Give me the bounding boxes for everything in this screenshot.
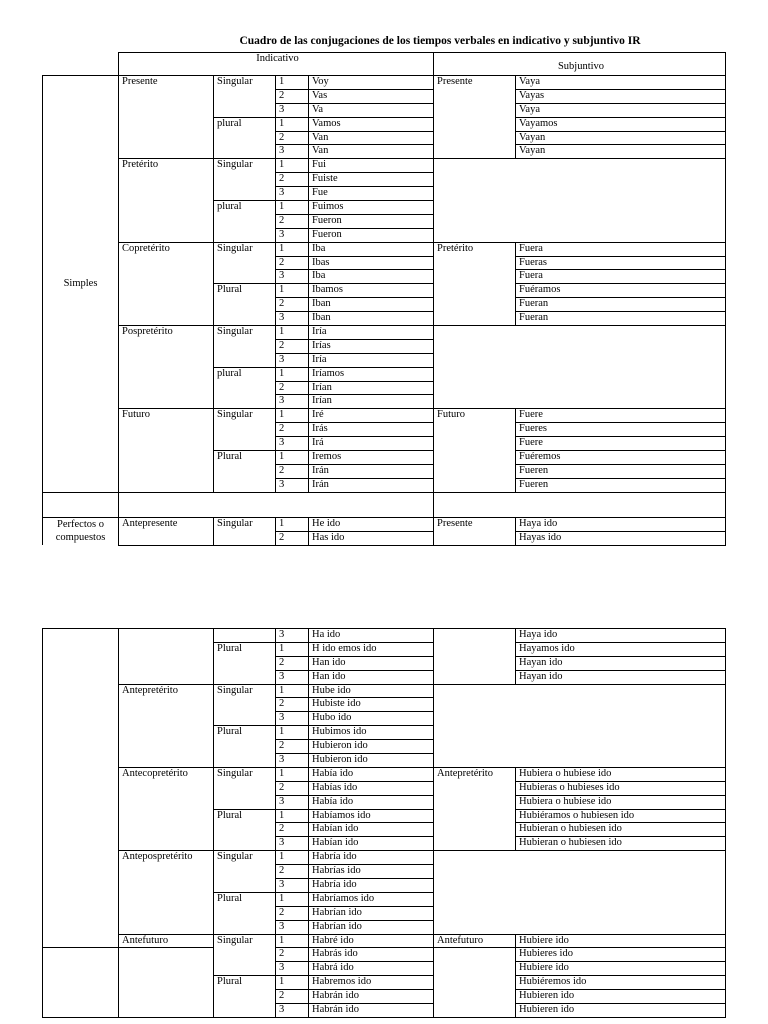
empty-subjunctive xyxy=(434,851,726,934)
subjunctive-form: Hubiéremos ido xyxy=(516,976,726,990)
person-number: 1 xyxy=(276,159,309,173)
indicative-form: Habría ido xyxy=(309,879,434,893)
subjunctive-form: Fuere xyxy=(516,437,726,451)
person-number: 3 xyxy=(276,103,309,117)
person-number: 3 xyxy=(276,145,309,159)
person-number: 2 xyxy=(276,339,309,353)
person-number: 2 xyxy=(276,256,309,270)
subjunctive-tense-label: Presente xyxy=(434,76,516,159)
spacer-cell xyxy=(434,492,726,517)
table-row xyxy=(43,517,726,531)
subjunctive-form: Hubieras o hubieses ido xyxy=(516,781,726,795)
person-number: 2 xyxy=(276,865,309,879)
person-number: 2 xyxy=(276,214,309,228)
subjunctive-tense-label: Antepretérito xyxy=(434,767,516,850)
tense-label: Presente xyxy=(119,76,214,159)
indicative-form: Voy xyxy=(309,76,434,90)
indicative-form: Habré ido xyxy=(309,934,434,948)
person-number: 3 xyxy=(276,670,309,684)
subjunctive-form: Hayan ido xyxy=(516,670,726,684)
subjunctive-form: Fueran xyxy=(516,312,726,326)
person-number: 1 xyxy=(276,684,309,698)
subjunctive-form: Vaya xyxy=(516,76,726,90)
indicative-form: Irían xyxy=(309,395,434,409)
subjunctive-form: Hubieres ido xyxy=(516,948,726,962)
subjunctive-form: Hubiere ido xyxy=(516,934,726,948)
subjunctive-form: Hayan ido xyxy=(516,656,726,670)
number-label: Singular xyxy=(214,242,276,284)
header-row xyxy=(43,53,726,76)
person-number: 1 xyxy=(276,451,309,465)
indicative-form: Van xyxy=(309,145,434,159)
conjugation-table-part2 xyxy=(42,628,726,1018)
person-number: 3 xyxy=(276,629,309,643)
indicative-form: Iremos xyxy=(309,451,434,465)
indicative-form: Fuimos xyxy=(309,201,434,215)
person-number: 1 xyxy=(276,326,309,340)
spacer-cell xyxy=(43,492,119,517)
number-label: Plural xyxy=(214,726,276,768)
indicative-form: Fueron xyxy=(309,214,434,228)
subjunctive-form: Hubiere ido xyxy=(516,962,726,976)
indicative-form: Irás xyxy=(309,423,434,437)
number-label: Plural xyxy=(214,809,276,851)
person-number: 2 xyxy=(276,464,309,478)
subjunctive-header: Subjuntivo xyxy=(434,53,726,76)
tense-label: Pospretérito xyxy=(119,326,214,409)
tense-label: Antepresente xyxy=(119,517,214,545)
person-number: 2 xyxy=(276,740,309,754)
indicative-form: Hubieron ido xyxy=(309,754,434,768)
indicative-form: H ido emos ido xyxy=(309,642,434,656)
number-label: Singular xyxy=(214,159,276,201)
indicative-form: Hube ido xyxy=(309,684,434,698)
person-number: 3 xyxy=(276,478,309,492)
person-number: 3 xyxy=(276,754,309,768)
indicative-form: Han ido xyxy=(309,670,434,684)
number-label: Singular xyxy=(214,851,276,893)
subjunctive-tense-label: Antefuturo xyxy=(434,934,516,948)
indicative-form: Iré xyxy=(309,409,434,423)
tense-label: Futuro xyxy=(119,409,214,492)
subjunctive-form: Hubieren ido xyxy=(516,1004,726,1018)
indicative-form: Irías xyxy=(309,339,434,353)
person-number: 3 xyxy=(276,962,309,976)
person-number: 2 xyxy=(276,173,309,187)
tense-label: Antecopretérito xyxy=(119,767,214,850)
person-number: 1 xyxy=(276,934,309,948)
indicative-form: Irá xyxy=(309,437,434,451)
number-label: Singular xyxy=(214,76,276,118)
indicative-form: Iba xyxy=(309,270,434,284)
number-label: Plural xyxy=(214,976,276,1018)
subjunctive-form: Fuéremos xyxy=(516,451,726,465)
table-row xyxy=(43,629,726,643)
subjunctive-form: Vayan xyxy=(516,131,726,145)
subjunctive-form: Fuera xyxy=(516,270,726,284)
indicative-form: Iba xyxy=(309,242,434,256)
person-number: 1 xyxy=(276,976,309,990)
person-number: 2 xyxy=(276,531,309,545)
table-row xyxy=(43,159,726,173)
table-row xyxy=(43,76,726,90)
subjunctive-form: Hubieran o hubiesen ido xyxy=(516,823,726,837)
indicative-form: Fue xyxy=(309,187,434,201)
table-row xyxy=(43,242,726,256)
indicative-form: Habrías ido xyxy=(309,865,434,879)
indicative-form: Hubo ido xyxy=(309,712,434,726)
indicative-form: Vas xyxy=(309,89,434,103)
indicative-form: Iría xyxy=(309,353,434,367)
number-label: Singular xyxy=(214,409,276,451)
person-number: 1 xyxy=(276,76,309,90)
subjunctive-form: Vaya xyxy=(516,103,726,117)
person-number: 2 xyxy=(276,906,309,920)
tense-label: Copretérito xyxy=(119,242,214,325)
subjunctive-tense-label xyxy=(434,948,516,1017)
person-number: 1 xyxy=(276,726,309,740)
person-number: 3 xyxy=(276,228,309,242)
header-blank xyxy=(43,53,119,76)
person-number: 3 xyxy=(276,837,309,851)
indicative-form: Habían ido xyxy=(309,837,434,851)
person-number: 3 xyxy=(276,920,309,934)
indicative-form: Ha ido xyxy=(309,629,434,643)
indicative-form: Ibamos xyxy=(309,284,434,298)
subjunctive-form: Hayamos ido xyxy=(516,642,726,656)
indicative-form: Fui xyxy=(309,159,434,173)
subjunctive-form: Fueras xyxy=(516,256,726,270)
tense-label: Antepospretérito xyxy=(119,851,214,934)
person-number: 1 xyxy=(276,409,309,423)
indicative-form: Habían ido xyxy=(309,823,434,837)
number-label: plural xyxy=(214,201,276,243)
subjunctive-tense-label: Pretérito xyxy=(434,242,516,325)
empty-subjunctive xyxy=(434,684,726,767)
number-label: Singular xyxy=(214,517,276,545)
subjunctive-form: Fueren xyxy=(516,464,726,478)
number-label: Singular xyxy=(214,326,276,368)
indicative-form: Vamos xyxy=(309,117,434,131)
indicative-form: Habrían ido xyxy=(309,906,434,920)
number-label: Singular xyxy=(214,934,276,976)
person-number: 1 xyxy=(276,851,309,865)
subjunctive-form: Haya ido xyxy=(516,629,726,643)
person-number: 2 xyxy=(276,698,309,712)
number-label: Plural xyxy=(214,451,276,493)
subjunctive-form: Vayamos xyxy=(516,117,726,131)
number-label: plural xyxy=(214,117,276,159)
person-number: 3 xyxy=(276,395,309,409)
subjunctive-form: Hubieran o hubiesen ido xyxy=(516,837,726,851)
table-row xyxy=(43,684,726,698)
subjunctive-form: Hubieren ido xyxy=(516,990,726,1004)
person-number: 3 xyxy=(276,1004,309,1018)
person-number: 1 xyxy=(276,517,309,531)
subjunctive-form: Fuéramos xyxy=(516,284,726,298)
subjunctive-form: Haya ido xyxy=(516,517,726,531)
person-number: 1 xyxy=(276,201,309,215)
table-row xyxy=(43,409,726,423)
person-number: 3 xyxy=(276,312,309,326)
indicative-form: Fuiste xyxy=(309,173,434,187)
indicative-form: Habíamos ido xyxy=(309,809,434,823)
indicative-form: Iría xyxy=(309,326,434,340)
number-label: plural xyxy=(214,367,276,409)
indicative-header: Indicativo xyxy=(119,53,434,76)
subjunctive-form: Fueran xyxy=(516,298,726,312)
person-number: 2 xyxy=(276,781,309,795)
tense-label: Antepretérito xyxy=(119,684,214,767)
subjunctive-form: Vayan xyxy=(516,145,726,159)
person-number: 2 xyxy=(276,381,309,395)
table-row xyxy=(43,934,726,948)
person-number: 3 xyxy=(276,879,309,893)
indicative-form: Irán xyxy=(309,464,434,478)
table-row xyxy=(43,851,726,865)
conjugation-table-part1 xyxy=(42,52,726,546)
person-number: 3 xyxy=(276,270,309,284)
indicative-form: Hubimos ido xyxy=(309,726,434,740)
spacer-cell xyxy=(119,492,434,517)
number-label: Singular xyxy=(214,767,276,809)
indicative-form: Irían xyxy=(309,381,434,395)
person-number: 2 xyxy=(276,823,309,837)
indicative-form: Había ido xyxy=(309,767,434,781)
group-perfectos: Perfectos o compuestos xyxy=(43,517,119,545)
table-row xyxy=(43,948,726,962)
tense-label xyxy=(119,629,214,685)
person-number: 2 xyxy=(276,990,309,1004)
person-number: 3 xyxy=(276,437,309,451)
indicative-form: Habríamos ido xyxy=(309,892,434,906)
person-number: 3 xyxy=(276,353,309,367)
indicative-form: Ibas xyxy=(309,256,434,270)
indicative-form: Han ido xyxy=(309,656,434,670)
person-number: 2 xyxy=(276,948,309,962)
indicative-form: Iban xyxy=(309,312,434,326)
indicative-form: Irán xyxy=(309,478,434,492)
subjunctive-tense-label: Presente xyxy=(434,517,516,545)
number-label: Plural xyxy=(214,892,276,934)
person-number: 1 xyxy=(276,892,309,906)
indicative-form: Habría ido xyxy=(309,851,434,865)
person-number: 2 xyxy=(276,423,309,437)
indicative-form: Hubiste ido xyxy=(309,698,434,712)
person-number: 1 xyxy=(276,284,309,298)
person-number: 2 xyxy=(276,298,309,312)
indicative-form: Habrán ido xyxy=(309,1004,434,1018)
person-number: 1 xyxy=(276,367,309,381)
indicative-form: Iríamos xyxy=(309,367,434,381)
subjunctive-form: Fueres xyxy=(516,423,726,437)
empty-subjunctive xyxy=(434,159,726,242)
indicative-form: Habrían ido xyxy=(309,920,434,934)
number-label: Plural xyxy=(214,284,276,326)
subjunctive-form: Hayas ido xyxy=(516,531,726,545)
tense-label xyxy=(119,948,214,1017)
indicative-form: Hubieron ido xyxy=(309,740,434,754)
person-number: 1 xyxy=(276,767,309,781)
person-number: 3 xyxy=(276,187,309,201)
indicative-form: Habremos ido xyxy=(309,976,434,990)
indicative-form: Iban xyxy=(309,298,434,312)
subjunctive-form: Fuere xyxy=(516,409,726,423)
person-number: 3 xyxy=(276,712,309,726)
number-label: Singular xyxy=(214,684,276,726)
number-label: Plural xyxy=(214,642,276,684)
person-number: 1 xyxy=(276,642,309,656)
spacer-row xyxy=(43,492,726,517)
group-simples: Simples xyxy=(43,76,119,493)
indicative-form: He ido xyxy=(309,517,434,531)
indicative-form: Habías ido xyxy=(309,781,434,795)
indicative-form: Has ido xyxy=(309,531,434,545)
tense-label: Pretérito xyxy=(119,159,214,242)
person-number: 1 xyxy=(276,242,309,256)
person-number: 2 xyxy=(276,656,309,670)
tense-label: Antefuturo xyxy=(119,934,214,948)
empty-subjunctive xyxy=(434,326,726,409)
indicative-form: Va xyxy=(309,103,434,117)
person-number: 2 xyxy=(276,89,309,103)
indicative-form: Habrá ido xyxy=(309,962,434,976)
subjunctive-form: Fueren xyxy=(516,478,726,492)
person-number: 2 xyxy=(276,131,309,145)
indicative-form: Había ido xyxy=(309,795,434,809)
subjunctive-tense-label xyxy=(434,629,516,685)
subjunctive-form: Fuera xyxy=(516,242,726,256)
indicative-form: Habrán ido xyxy=(309,990,434,1004)
person-number: 1 xyxy=(276,809,309,823)
person-number: 1 xyxy=(276,117,309,131)
table-row xyxy=(43,326,726,340)
indicative-form: Fueron xyxy=(309,228,434,242)
subjunctive-tense-label: Futuro xyxy=(434,409,516,492)
group-perfectos-continued xyxy=(43,948,119,1017)
subjunctive-form: Vayas xyxy=(516,89,726,103)
subjunctive-form: Hubiera o hubiese ido xyxy=(516,795,726,809)
group-perfectos-continued xyxy=(43,629,119,948)
subjunctive-form: Hubiera o hubiese ido xyxy=(516,767,726,781)
person-number: 3 xyxy=(276,795,309,809)
indicative-form: Habrás ido xyxy=(309,948,434,962)
number-label xyxy=(214,629,276,643)
page-title: Cuadro de las conjugaciones de los tiempos verbales en indicativo y subjuntivo IR xyxy=(239,35,641,47)
indicative-form: Van xyxy=(309,131,434,145)
table-row xyxy=(43,767,726,781)
subjunctive-form: Hubiéramos o hubiesen ido xyxy=(516,809,726,823)
